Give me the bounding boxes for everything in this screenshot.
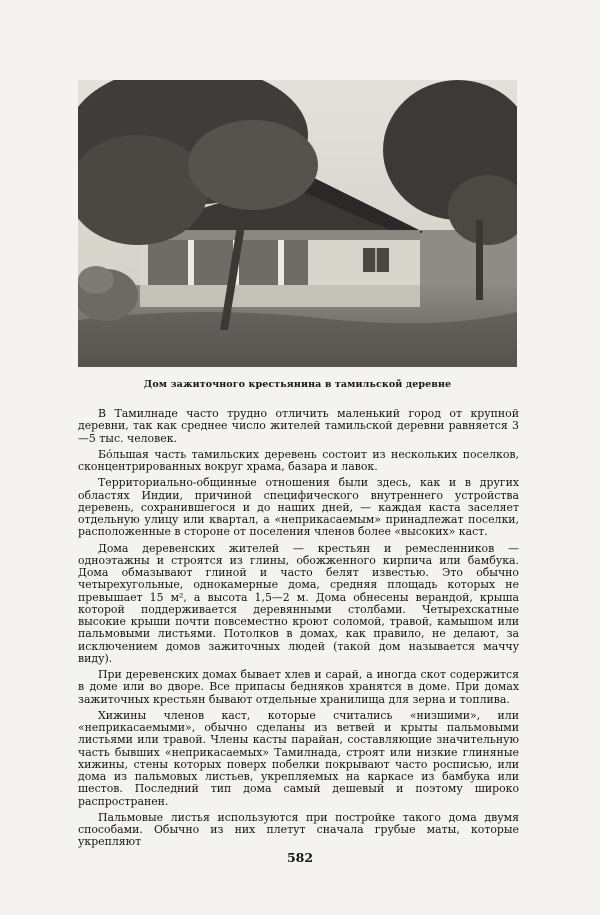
paragraph: Хижины членов каст, которые считались «низшими», или «неприкасаемыми», обычно сделаны из ветвей и крыты пальмовыми листьями или травой. Члены касты парайан, составляющие значительную часть бывших «неприкасаемых» Тамилнада, строят или низкие глиняные хижины, стены которых поверх побелки покрывают часто росписью, или дома из пальмовых листьев, укрепляемых на каркасе из бамбука или шестов. Последний тип дома самый дешевый и поэтому широко распространен. [78,708,519,808]
photo-caption: Дом зажиточного крестьянина в тамильской деревне [143,379,452,390]
paragraph: Пальмовые листья используются при постройке такого дома двумя способами. Обычно из них плетут сначала грубые маты, которые укрепляют [78,810,519,849]
paragraph: Бо́льшая часть тамильских деревень состоит из нескольких поселков, сконцентрированных вокруг храма, базара и лавок. [78,447,519,473]
article-text [78,408,519,853]
paragraph: В Тамилнаде часто трудно отличить маленький город от крупной деревни, так как среднее число жителей тамильской деревни равняется 3—5 тыс. человек. [78,407,519,445]
paragraph: Территориально-общинные отношения были здесь, как и в других областях Индии, причиной специфического внутреннего устройства деревень, сохранившегося и до наших дней, — каждая каста заселяет отдельную улицу или квартал, а «неприкасаемым» принадлежат поселки, расположенные в стороне от поселения членов более «высоких» каст. [78,476,519,539]
house-photo [78,80,517,367]
paragraph: При деревенских домах бывает хлев и сарай, а иногда скот содержится в доме или во дворе. Все припасы бедняков хранятся в доме. При домах зажиточных крестьян бывают отдельные хранилища для зерна и топлива. [78,668,519,706]
paragraph: Дома деревенских жителей — крестьян и ремесленников — одноэтажны и строятся из глины, обожженного кирпича или бамбука. Дома обмазывают глиной и часто белят известью. Это обычно четырехугольные, однокамерные дома, средняя площадь которых не превышает 15 м², а высота 1,5—2 м. Дома обнесены верандой, крыша которой поддерживается деревянными столбами. Четырехскатные высокие крыши почти повсеместно кроют соломой, травой, камышом или пальмовыми листьями. Потолков в домах, как правило, не делают, за исключением домов зажиточных людей (такой дом называется маччу виду). [78,541,519,665]
page-number: 582 [286,850,314,865]
